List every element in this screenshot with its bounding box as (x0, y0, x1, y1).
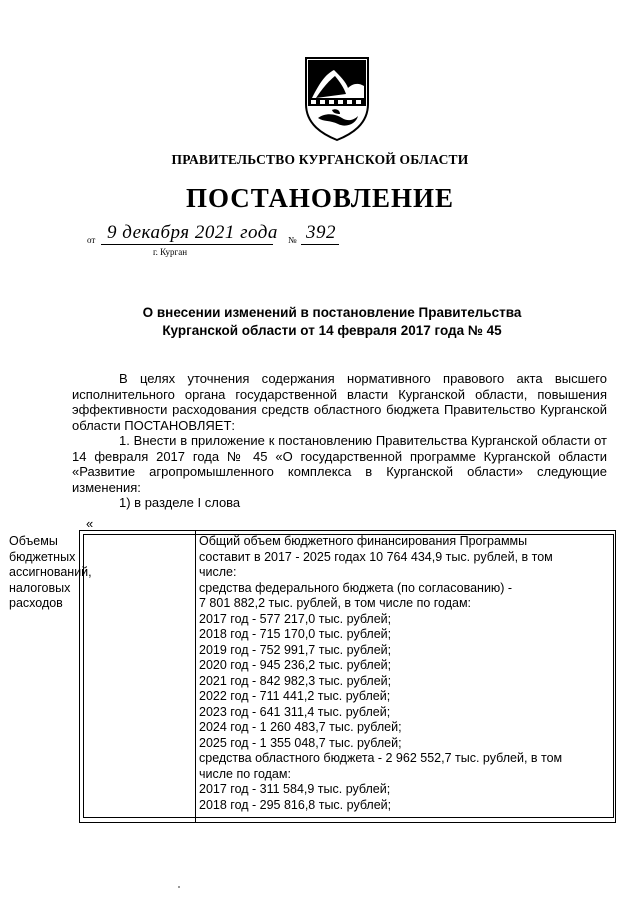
table-label-line: налоговых (9, 580, 71, 595)
title-line-2: Курганской области от 14 февраля 2017 года № 45 (162, 323, 502, 338)
city-label: г. Курган (153, 247, 188, 257)
dateline (87, 222, 367, 262)
table-label-line: ассигнований, (9, 565, 92, 579)
table-label-line: расходов (9, 596, 63, 610)
table-content-line: средства федерального бюджета (по согласованию) - (199, 580, 513, 595)
table-label-cell (9, 534, 114, 612)
document-type: ПОСТАНОВЛЕНИЕ (185, 183, 455, 213)
number-label: № (288, 235, 297, 245)
government-name: ПРАВИТЕЛЬСТВО КУРГАНСКОЙ ОБЛАСТИ (171, 152, 469, 167)
opening-quote: « (86, 516, 94, 531)
table-content-line: Общий объем бюджетного финансирования Программы (199, 534, 528, 548)
table-content-line: 2019 год - 752 991,7 тыс. рублей; (199, 642, 392, 657)
table-content-line: 2017 год - 577 217,0 тыс. рублей; (199, 611, 392, 626)
table-content-line: 2017 год - 311 584,9 тыс. рублей; (199, 782, 391, 796)
table-content-line: 2021 год - 842 982,3 тыс. рублей; (199, 673, 392, 688)
handwritten-number: 392 (306, 222, 336, 243)
table-content-line: средства областного бюджета - 2 962 552,7 тыс. рублей, в том (199, 751, 563, 765)
body-paragraph-1: В целях уточнения содержания нормативного правового акта высшего исполнительного органа государственной власти Курганской области, повышения эффективности расходования средств областного бюджета Правительство Курганской области ПОСТАНОВЛЯЕТ: (72, 371, 607, 433)
coat-of-arms-icon (302, 52, 372, 142)
table-column-divider (195, 531, 196, 822)
from-label: от (87, 235, 96, 245)
table-content-line: 2022 год - 711 441,2 тыс. рублей; (199, 689, 391, 703)
table-content-line: 2023 год - 641 311,4 тыс. рублей; (199, 704, 391, 719)
table-content-line: числе: (199, 565, 237, 579)
title-line-1: О внесении изменений в постановление Правительства (142, 305, 522, 320)
table-content-line: 7 801 882,2 тыс. рублей, в том числе по годам: (199, 596, 472, 610)
date-underline (101, 244, 273, 245)
scan-speck (178, 886, 180, 888)
table-label-line: Объемы (9, 534, 58, 548)
table-content-line: 2018 год - 715 170,0 тыс. рублей; (199, 627, 392, 641)
document-title (0, 304, 640, 340)
table-content-line: числе по годам: (199, 766, 291, 781)
table-label-line: бюджетных (9, 549, 76, 564)
body-paragraph-3: 1) в разделе I слова (119, 495, 241, 510)
table-content-cell (199, 534, 611, 813)
table-content-line: 2025 год - 1 355 048,7 тыс. рублей; (199, 735, 402, 750)
document-body (72, 371, 607, 511)
number-underline (301, 244, 339, 245)
body-paragraph-2: 1. Внести в приложение к постановлению Правительства Курганской области от 14 февраля 2017 года № 45 «О государственной программе Курганской области «Развитие агропромышленного комплекса в Курганской области» следующие изменения: (72, 433, 607, 495)
handwritten-date: 9 декабря 2021 года (107, 222, 278, 243)
table-content-line: составит в 2017 - 2025 годах 10 764 434,9 тыс. рублей, в том (199, 549, 553, 564)
table-content-line: 2018 год - 295 816,8 тыс. рублей; (199, 797, 392, 812)
table-content-line: 2024 год - 1 260 483,7 тыс. рублей; (199, 720, 402, 734)
table-content-line: 2020 год - 945 236,2 тыс. рублей; (199, 658, 392, 672)
